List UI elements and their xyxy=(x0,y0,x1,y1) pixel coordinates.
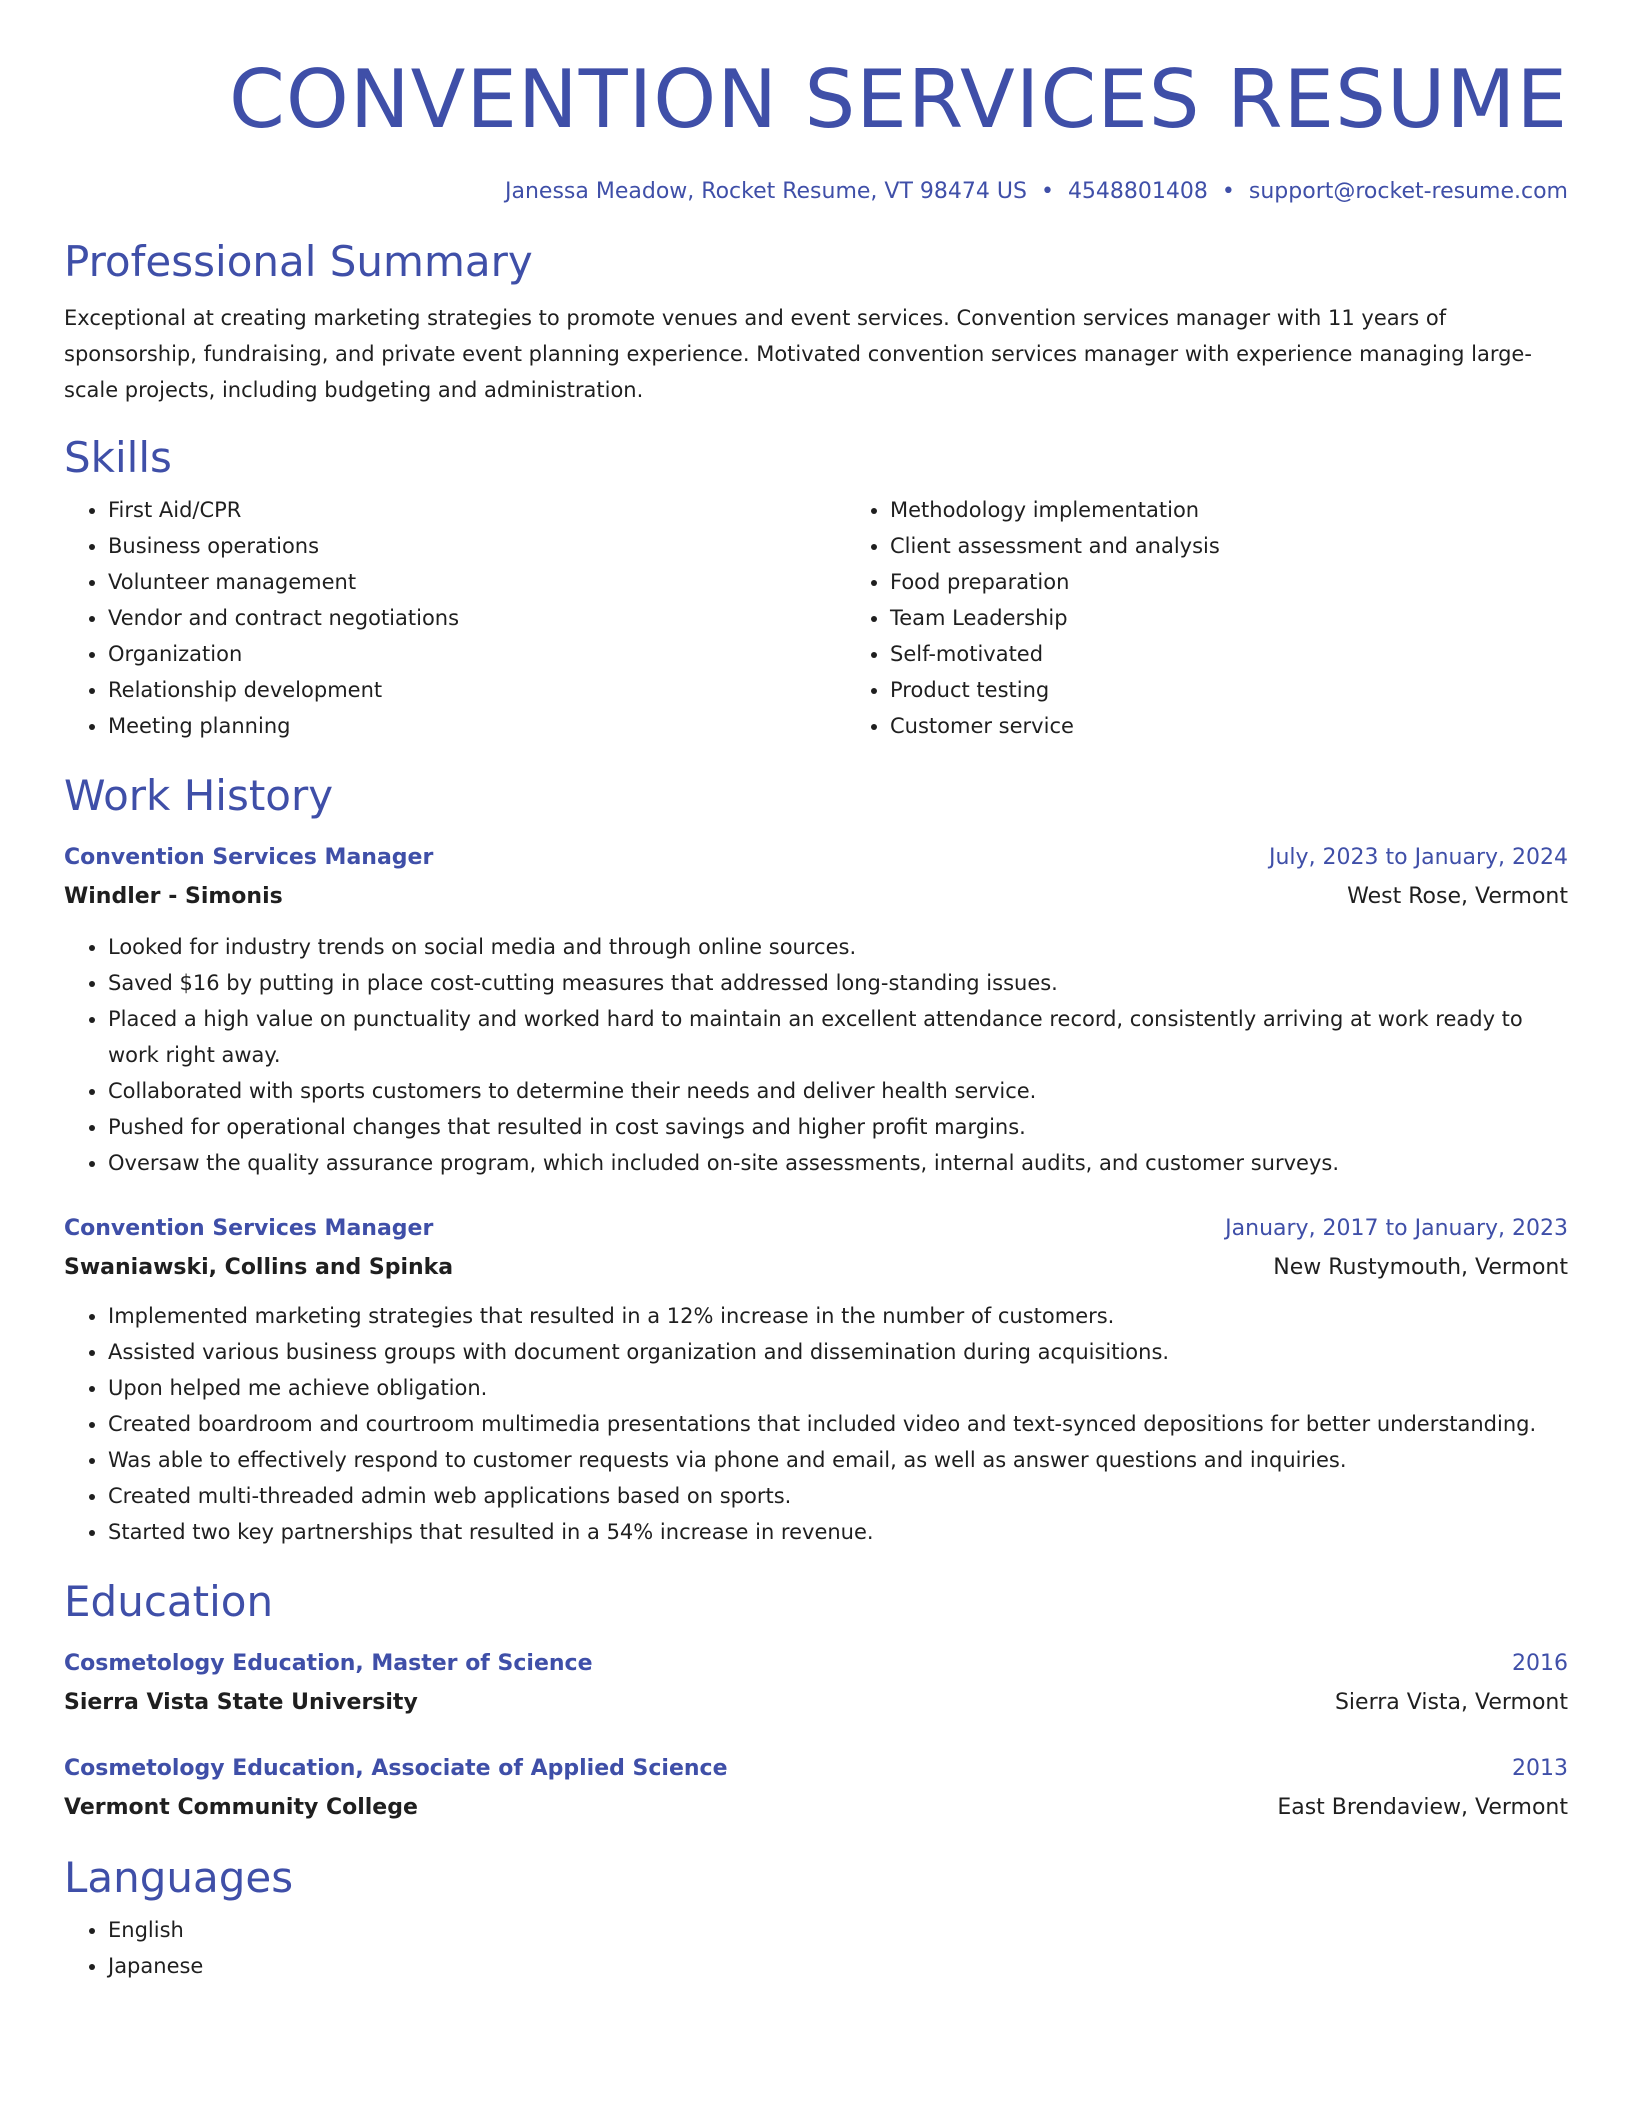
skill-item: • Food preparation xyxy=(890,564,1568,600)
job-bullet: • Upon helped me achieve obligation. xyxy=(108,1370,1568,1406)
education-entry xyxy=(64,1751,1568,1826)
skill-item: • Vendor and contract negotiations xyxy=(108,600,846,636)
job-dates: January, 2017 to January, 2023 xyxy=(1225,1216,1568,1241)
skill-item: • Business operations xyxy=(108,528,846,564)
skills-grid xyxy=(64,492,1568,744)
contact-phone: 4548801408 xyxy=(1067,179,1208,204)
skill-item: • Organization xyxy=(108,636,846,672)
contact-separator: • xyxy=(1040,179,1054,204)
graduation-year: 2013 xyxy=(1512,1756,1568,1781)
job-bullets xyxy=(64,1298,1568,1550)
skill-item: • Volunteer management xyxy=(108,564,846,600)
job-bullet: • Started two key partnerships that resulted in a 54% increase in revenue. xyxy=(108,1514,1568,1550)
degree-name: Cosmetology Education, Associate of Applied Science xyxy=(64,1756,728,1781)
skill-item: • Relationship development xyxy=(108,672,846,708)
job-entry xyxy=(64,840,1568,1181)
school-location: East Brendaview, Vermont xyxy=(1277,1795,1568,1820)
job-bullet: • Collaborated with sports customers to determine their needs and deliver health service. xyxy=(108,1073,1568,1109)
school-name: Sierra Vista State University xyxy=(64,1690,418,1715)
skills-list-left xyxy=(64,492,846,744)
skill-item: • Methodology implementation xyxy=(890,492,1568,528)
skill-item: • Product testing xyxy=(890,672,1568,708)
skill-item: • Meeting planning xyxy=(108,708,846,744)
job-title: Convention Services Manager xyxy=(64,1216,434,1241)
education-entry xyxy=(64,1646,1568,1721)
job-bullet: • Implemented marketing strategies that resulted in a 12% increase in the number of customers. xyxy=(108,1298,1568,1334)
summary-text: Exceptional at creating marketing strategies to promote venues and event services. Convention services manager with 11 years of sponsorship, fundraising, and private event planning experience. Motivated convention services manager with experience managing large-scale projects, including budgeting and administration. xyxy=(64,306,1532,402)
contact-line xyxy=(64,176,1568,208)
job-title: Convention Services Manager xyxy=(64,845,434,870)
school-name: Vermont Community College xyxy=(64,1795,418,1820)
languages-heading: Languages xyxy=(64,1853,294,1902)
summary-heading: Professional Summary xyxy=(64,237,533,286)
job-bullet: • Created multi-threaded admin web applications based on sports. xyxy=(108,1478,1568,1514)
job-bullet: • Looked for industry trends on social media and through online sources. xyxy=(108,929,1568,965)
contact-separator: • xyxy=(1221,179,1235,204)
skill-item: • Self-motivated xyxy=(890,636,1568,672)
job-bullet: • Created boardroom and courtroom multimedia presentations that included video and text-synced depositions for better understanding. xyxy=(108,1406,1568,1442)
contact-email[interactable]: support@rocket-resume.com xyxy=(1248,179,1568,204)
employer-name: Windler - Simonis xyxy=(64,884,283,909)
education-heading: Education xyxy=(64,1577,274,1626)
graduation-year: 2016 xyxy=(1512,1651,1568,1676)
degree-name: Cosmetology Education, Master of Science xyxy=(64,1651,593,1676)
skill-item: • Team Leadership xyxy=(890,600,1568,636)
job-dates: July, 2023 to January, 2024 xyxy=(1269,845,1568,870)
job-location: New Rustymouth, Vermont xyxy=(1273,1255,1568,1280)
job-bullet: • Assisted various business groups with document organization and dissemination during acquisitions. xyxy=(108,1334,1568,1370)
job-bullet: • Was able to effectively respond to customer requests via phone and email, as well as answer questions and inquiries. xyxy=(108,1442,1568,1478)
skill-item: • Client assessment and analysis xyxy=(890,528,1568,564)
job-location: West Rose, Vermont xyxy=(1347,884,1568,909)
languages-list xyxy=(64,1912,1568,1984)
language-item: • Japanese xyxy=(108,1948,1568,1984)
skills-section xyxy=(64,432,1568,744)
job-bullet: • Saved $16 by putting in place cost-cutting measures that addressed long-standing issues. xyxy=(108,965,1568,1001)
language-item: • English xyxy=(108,1912,1568,1948)
summary-section xyxy=(64,236,1568,408)
resume-title: CONVENTION SERVICES RESUME xyxy=(228,53,1568,146)
contact-address: Janessa Meadow, Rocket Resume, VT 98474 US xyxy=(505,179,1027,204)
job-bullets xyxy=(64,929,1568,1181)
job-bullet: • Oversaw the quality assurance program, which included on-site assessments, internal audits, and customer surveys. xyxy=(108,1145,1568,1181)
job-bullet: • Pushed for operational changes that resulted in cost savings and higher profit margins. xyxy=(108,1109,1568,1145)
skill-item: • Customer service xyxy=(890,708,1568,744)
job-entry xyxy=(64,1211,1568,1550)
job-bullet: • Placed a high value on punctuality and worked hard to maintain an excellent attendance record, consistently arriving at work ready to work right away. xyxy=(108,1001,1568,1073)
work-section xyxy=(64,770,1568,1550)
school-location: Sierra Vista, Vermont xyxy=(1334,1690,1568,1715)
skills-list-right xyxy=(846,492,1568,744)
work-heading: Work History xyxy=(64,771,334,820)
education-section xyxy=(64,1576,1568,1826)
skill-item: • First Aid/CPR xyxy=(108,492,846,528)
languages-section xyxy=(64,1852,1568,1984)
employer-name: Swaniawski, Collins and Spinka xyxy=(64,1255,454,1280)
skills-heading: Skills xyxy=(64,433,172,482)
